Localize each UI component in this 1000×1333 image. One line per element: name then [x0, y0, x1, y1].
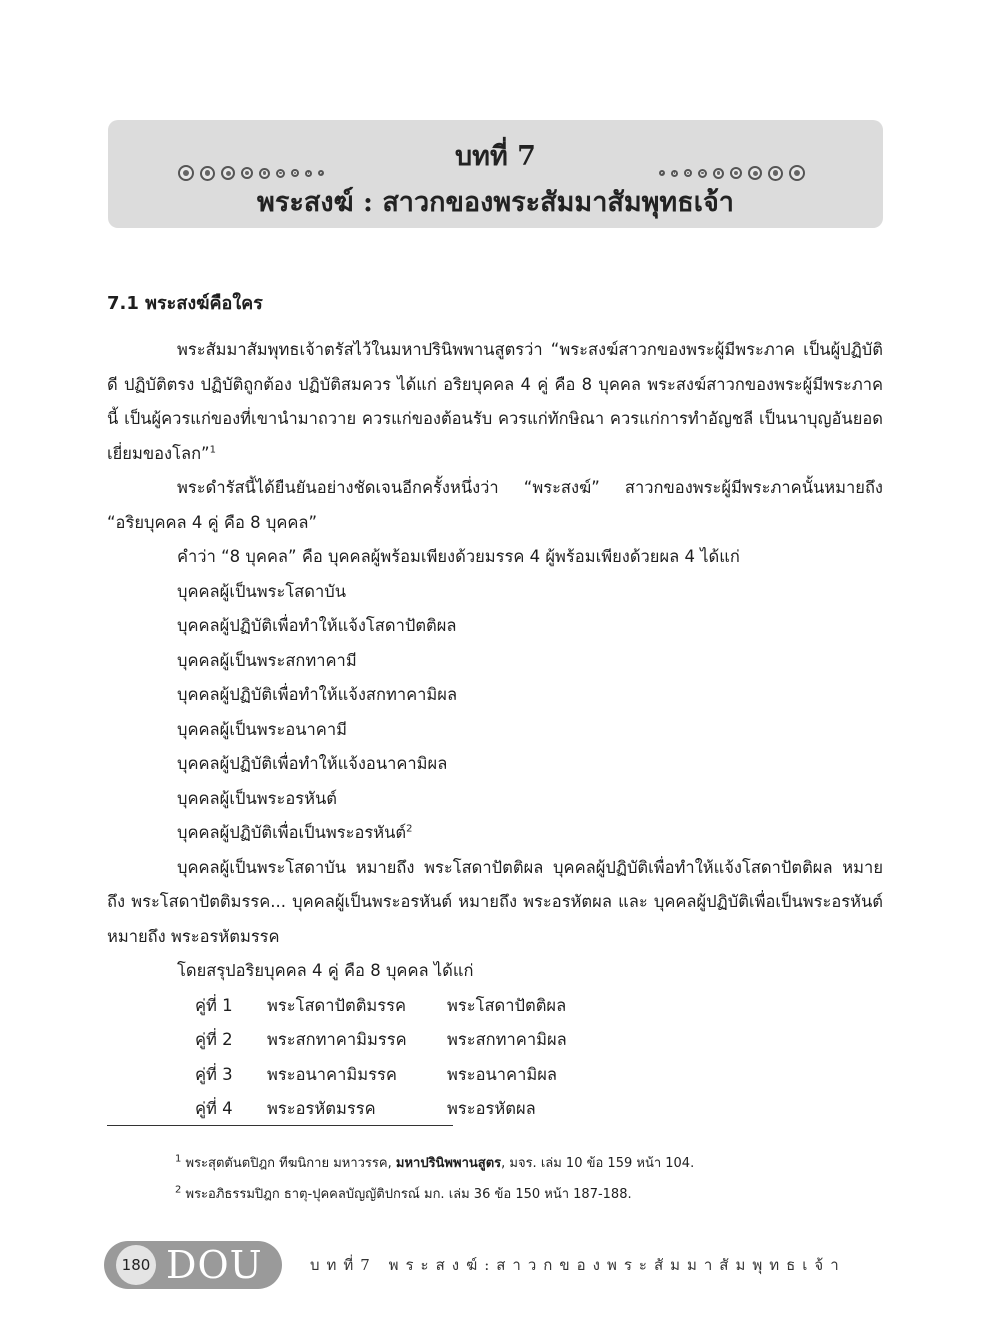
dot-ornament	[698, 169, 707, 178]
footnote	[175, 1148, 694, 1179]
pair-path: พระอนาคามิมรรค	[267, 1064, 397, 1084]
footer-badge	[104, 1241, 282, 1289]
footnote-text: พระสุตตันตปิฎก ทีฆนิกาย มหาวรรค,	[181, 1156, 396, 1171]
list-item	[107, 816, 883, 851]
footnote-mark: 2	[175, 1184, 182, 1196]
body-text	[107, 333, 883, 1127]
pair-path: พระอรหัตมรรค	[267, 1099, 376, 1119]
footnote-mark: 1	[175, 1153, 182, 1165]
pair-path: พระโสดาปัตติมรรค	[267, 995, 407, 1015]
pair-label: คู่ที่ 1	[195, 995, 233, 1015]
footnote-text: พระอภิธรรมปิฎก ธาตุ-ปุคคลบัญญัติปกรณ์ มก. เล่ม 36 ข้อ 150 หน้า 187-188.	[181, 1187, 632, 1202]
pair-fruit: พระสกทาคามิผล	[447, 1030, 567, 1050]
pair-row	[195, 1092, 883, 1127]
paragraph	[107, 333, 883, 471]
dot-ornament	[768, 166, 783, 181]
pair-row	[195, 1058, 883, 1093]
pair-fruit: พระอนาคามิผล	[447, 1064, 558, 1084]
footnote	[175, 1179, 694, 1210]
paragraph: พระดำรัสนี้ได้ยืนยันอย่างชัดเจนอีกครั้งหนึ่งว่า “พระสงฆ์” สาวกของพระผู้มีพระภาคนั้นหมายถึง “อริยบุคคล 4 คู่ คือ 8 บุคคล”	[107, 478, 883, 532]
footnote-ref[interactable]: 2	[406, 823, 413, 835]
pair-fruit: พระอรหัตผล	[447, 1099, 536, 1119]
footnotes	[175, 1148, 694, 1210]
dot-ornament	[671, 170, 678, 177]
page-number: 180	[116, 1245, 156, 1285]
footnote-source-title: มหาปรินิพพานสูตร	[395, 1156, 502, 1171]
paragraph: บุคคลผู้เป็นพระโสดาบัน หมายถึง พระโสดาปัตติผล บุคคลผู้ปฏิบัติเพื่อทำให้แจ้งโสดาปัตติผล หมายถึง พระโสดาปัตติมรรค... บุคคลผู้เป็นพระอรหันต์ หมายถึง พระอรหัตผล และ บุคคลผู้ปฏิบัติเพื่อเป็นพระอรหันต์ หมายถึง พระอรหัตมรรค	[107, 857, 883, 946]
pairs-table	[195, 989, 883, 1127]
pair-path: พระสกทาคามิมรรค	[267, 1030, 407, 1050]
page-footer	[104, 1241, 846, 1289]
list-item: บุคคลผู้ปฏิบัติเพื่อทำให้แจ้งโสดาปัตติผล	[177, 616, 457, 635]
paragraph: คำว่า “8 บุคคล” คือ บุคคลผู้พร้อมเพียงด้วยมรรค 4 ผู้พร้อมเพียงด้วยผล 4 ได้แก่	[177, 547, 740, 566]
footnote-ref[interactable]: 1	[209, 444, 216, 455]
footnote-divider	[107, 1125, 453, 1126]
pair-row	[195, 989, 883, 1024]
dot-ornament	[748, 166, 762, 180]
pair-row	[195, 1023, 883, 1058]
dot-ornament	[713, 168, 724, 179]
chapter-header	[108, 120, 883, 228]
chapter-title: พระสงฆ์ : สาวกของพระสัมมาสัมพุทธเจ้า	[257, 187, 734, 218]
list-item: บุคคลผู้เป็นพระสกทาคามี	[177, 650, 357, 670]
footnote-text: , มจร. เล่ม 10 ข้อ 159 หน้า 104.	[501, 1156, 695, 1171]
pair-fruit: พระโสดาปัตติผล	[447, 995, 567, 1015]
list-item: บุคคลผู้เป็นพระอรหันต์	[177, 788, 337, 808]
dot-ornament	[789, 165, 805, 181]
list-item: บุคคลผู้ปฏิบัติเพื่อทำให้แจ้งสกทาคามิผล	[177, 685, 458, 704]
dou-logo: DOU	[166, 1243, 263, 1287]
pair-label: คู่ที่ 3	[195, 1064, 233, 1084]
pair-label: คู่ที่ 2	[195, 1030, 233, 1050]
chapter-number: บทที่ 7	[455, 141, 536, 172]
paragraph: โดยสรุปอริยบุคคล 4 คู่ คือ 8 บุคคล ได้แก่	[177, 961, 474, 980]
list-item: บุคคลผู้เป็นพระโสดาบัน	[177, 581, 346, 601]
pair-label: คู่ที่ 4	[195, 1099, 233, 1119]
list-item: บุคคลผู้ปฏิบัติเพื่อทำให้แจ้งอนาคามิผล	[177, 754, 448, 773]
section-heading: 7.1 พระสงฆ์คือใคร	[107, 293, 263, 314]
dot-ornament	[684, 169, 692, 177]
dot-ornament	[730, 167, 742, 179]
running-head: บทที่7 พระสงฆ์:สาวกของพระสัมมาสัมพุทธเจ้า	[310, 1256, 846, 1274]
list-item-text: บุคคลผู้ปฏิบัติเพื่อเป็นพระอรหันต์	[177, 823, 407, 842]
list-item: บุคคลผู้เป็นพระอนาคามี	[177, 719, 347, 739]
dot-ornament	[659, 170, 665, 176]
paragraph-text: พระสัมมาสัมพุทธเจ้าตรัสไว้ในมหาปรินิพพานสูตรว่า “พระสงฆ์สาวกของพระผู้มีพระภาค เป็นผู้ปฏิบัติดี ปฏิบัติตรง ปฏิบัติถูกต้อง ปฏิบัติสมควร ได้แก่ อริยบุคคล 4 คู่ คือ 8 บุคคล พระสงฆ์สาวกของพระผู้มีพระภาคนี้ เป็นผู้ควรแก่ของที่เขานำมาถวาย ควรแก่ของต้อนรับ ควรแก่ทักษิณา ควรแก่การทำอัญชลี เป็นนาบุญอันยอดเยี่ยมของโลก”	[107, 340, 883, 463]
